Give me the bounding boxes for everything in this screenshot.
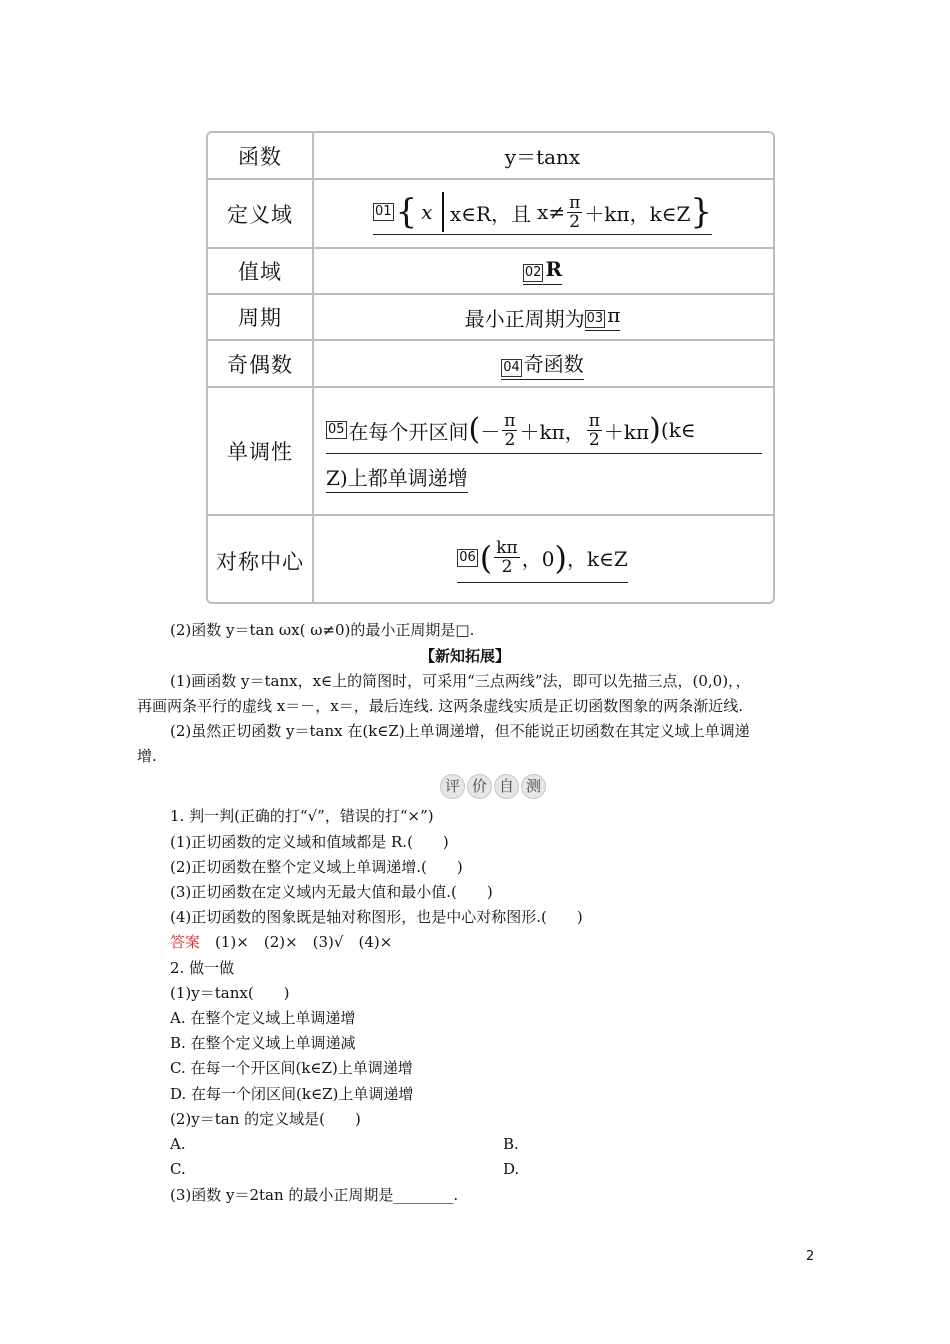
period-prefix: 最小正周期为 bbox=[464, 306, 585, 331]
badge-char: 价 bbox=[467, 774, 492, 799]
option-b: B. 在整个定义域上单调递减 bbox=[170, 1034, 356, 1052]
answer-number: 03 bbox=[586, 311, 604, 326]
range-value: R bbox=[545, 257, 563, 281]
table-row-parity bbox=[208, 341, 773, 388]
domain-condition: x∈R，且 bbox=[449, 201, 532, 226]
fraction-numerator: kπ bbox=[496, 538, 518, 558]
fraction-denominator: 2 bbox=[504, 429, 516, 450]
set-variable: x bbox=[421, 200, 433, 224]
answer-line bbox=[170, 932, 392, 952]
section-heading: 【新知拓展】 bbox=[420, 647, 511, 665]
answer-number: 05 bbox=[328, 422, 345, 437]
question-item: (1)正切函数的定义域和值域都是 R.( ) bbox=[170, 833, 449, 851]
answer-number: 06 bbox=[459, 549, 476, 565]
badge-char: 评 bbox=[440, 774, 465, 799]
minus-sign: － bbox=[480, 419, 501, 444]
section-badge bbox=[440, 774, 546, 799]
row-value bbox=[312, 295, 773, 339]
interval-right-tail: ＋kπ bbox=[603, 419, 650, 444]
symmetry-tail: ，k∈Z bbox=[566, 547, 628, 571]
option-d: D. bbox=[503, 1160, 520, 1178]
domain-tail: ＋kπ，k∈Z bbox=[584, 201, 691, 226]
option-a: A. 在整个定义域上单调递增 bbox=[170, 1009, 356, 1027]
symmetry-zero: ，0 bbox=[521, 547, 555, 571]
option-c: C. 在每一个开区间(k∈Z)上单调递增 bbox=[170, 1059, 413, 1077]
question-heading: 1. 判一判(正确的打“√”，错误的打“×”) bbox=[170, 807, 434, 825]
answer-number: 01 bbox=[374, 204, 392, 219]
answer-text: (1)× (2)× (3)√ (4)× bbox=[215, 933, 393, 951]
fraction-numerator: π bbox=[569, 192, 581, 213]
text-line: (1)画函数 y＝tanx，x∈上的简图时，可采用“三点两线”法，即可以先描三点，(0,0)，， bbox=[170, 672, 751, 690]
row-label: 奇偶数 bbox=[208, 341, 314, 386]
question-item: (3)函数 y＝2tan 的最小正周期是________. bbox=[170, 1186, 459, 1204]
question-item: (2)正切函数在整个定义域上单调递增.( ) bbox=[170, 858, 463, 876]
parity-value: 奇函数 bbox=[523, 351, 584, 376]
fraction-denominator: 2 bbox=[588, 429, 600, 450]
option-b: B. bbox=[503, 1135, 519, 1153]
question-item: (2)y＝tan 的定义域是( ) bbox=[170, 1110, 361, 1128]
row-label: 对称中心 bbox=[208, 516, 314, 604]
row-label: 单调性 bbox=[208, 388, 314, 514]
text-line: 增. bbox=[137, 747, 157, 765]
table-row-period bbox=[208, 295, 773, 341]
row-value: y＝tanx bbox=[504, 145, 581, 169]
question-item: (3)正切函数在定义域内无最大值和最小值.( ) bbox=[170, 883, 493, 901]
table-row-monotonic bbox=[208, 388, 773, 516]
page-number: 2 bbox=[806, 1249, 815, 1264]
option-c: C. bbox=[170, 1160, 186, 1178]
row-value bbox=[312, 249, 773, 293]
answer-label: 答案 bbox=[170, 933, 201, 951]
row-value: 05 在每个开区间 ( － $\frac{\pi}{2}$ ＋kπ， $\frac{\pi}{2}$ ＋kπ ) (k∈ Z)上都单调递增 bbox=[312, 388, 773, 514]
question-item: (4)正切函数的图象既是轴对称图形，也是中心对称图形.( ) bbox=[170, 908, 583, 926]
tangent-properties-table bbox=[206, 131, 775, 604]
text-line: (2)虽然正切函数 y＝tanx 在(k∈Z)上单调递增，但不能说正切函数在其定义域上单调递 bbox=[170, 722, 750, 740]
fraction-denominator: 2 bbox=[501, 557, 513, 577]
question-item: (1)y＝tanx( ) bbox=[170, 984, 290, 1002]
period-value: π bbox=[607, 303, 621, 327]
row-label: 周期 bbox=[208, 295, 314, 339]
fraction-numerator: π bbox=[588, 410, 600, 431]
table-row-header bbox=[208, 133, 773, 180]
monotonic-tail: (k∈ bbox=[660, 418, 696, 442]
badge-char: 自 bbox=[494, 774, 519, 799]
text-line: (2)函数 y＝tan ωx( ω≠0)的最小正周期是□. bbox=[170, 621, 475, 639]
text-line: 再画两条平行的虚线 x＝－，x＝，最后连线. 这两条虚线实质是正切函数图象的两条渐近线. bbox=[137, 697, 743, 715]
answer-number: 04 bbox=[503, 359, 520, 375]
question-heading: 2. 做一做 bbox=[170, 959, 235, 977]
fraction-numerator: π bbox=[504, 410, 516, 431]
row-label: 函数 bbox=[208, 133, 314, 178]
answer-number: 02 bbox=[524, 265, 542, 280]
row-label: 定义域 bbox=[208, 180, 314, 247]
fraction-denominator: 2 bbox=[569, 211, 581, 232]
badge-char: 测 bbox=[521, 774, 546, 799]
option-d: D. 在每一个闭区间(k∈Z)上单调递增 bbox=[170, 1085, 414, 1103]
monotonic-line2: Z)上都单调递增 bbox=[326, 466, 468, 493]
interval-left-tail: ＋kπ， bbox=[519, 419, 585, 444]
row-label: 值域 bbox=[208, 249, 314, 293]
row-value: 01 { x x∈R，且 x≠ $\frac{\pi}{2}$ ＋kπ，k∈Z } bbox=[312, 180, 773, 247]
table-row-domain bbox=[208, 180, 773, 249]
table-row-range bbox=[208, 249, 773, 295]
monotonic-text: 在每个开区间 bbox=[348, 419, 469, 444]
option-a: A. bbox=[170, 1135, 186, 1153]
row-value: 06 ( $\frac{k\pi}{2}$ ，0 ) ，k∈Z bbox=[312, 516, 773, 604]
row-value bbox=[312, 341, 773, 386]
domain-not-equal: x≠ bbox=[537, 200, 566, 224]
table-row-symmetry bbox=[208, 516, 773, 604]
